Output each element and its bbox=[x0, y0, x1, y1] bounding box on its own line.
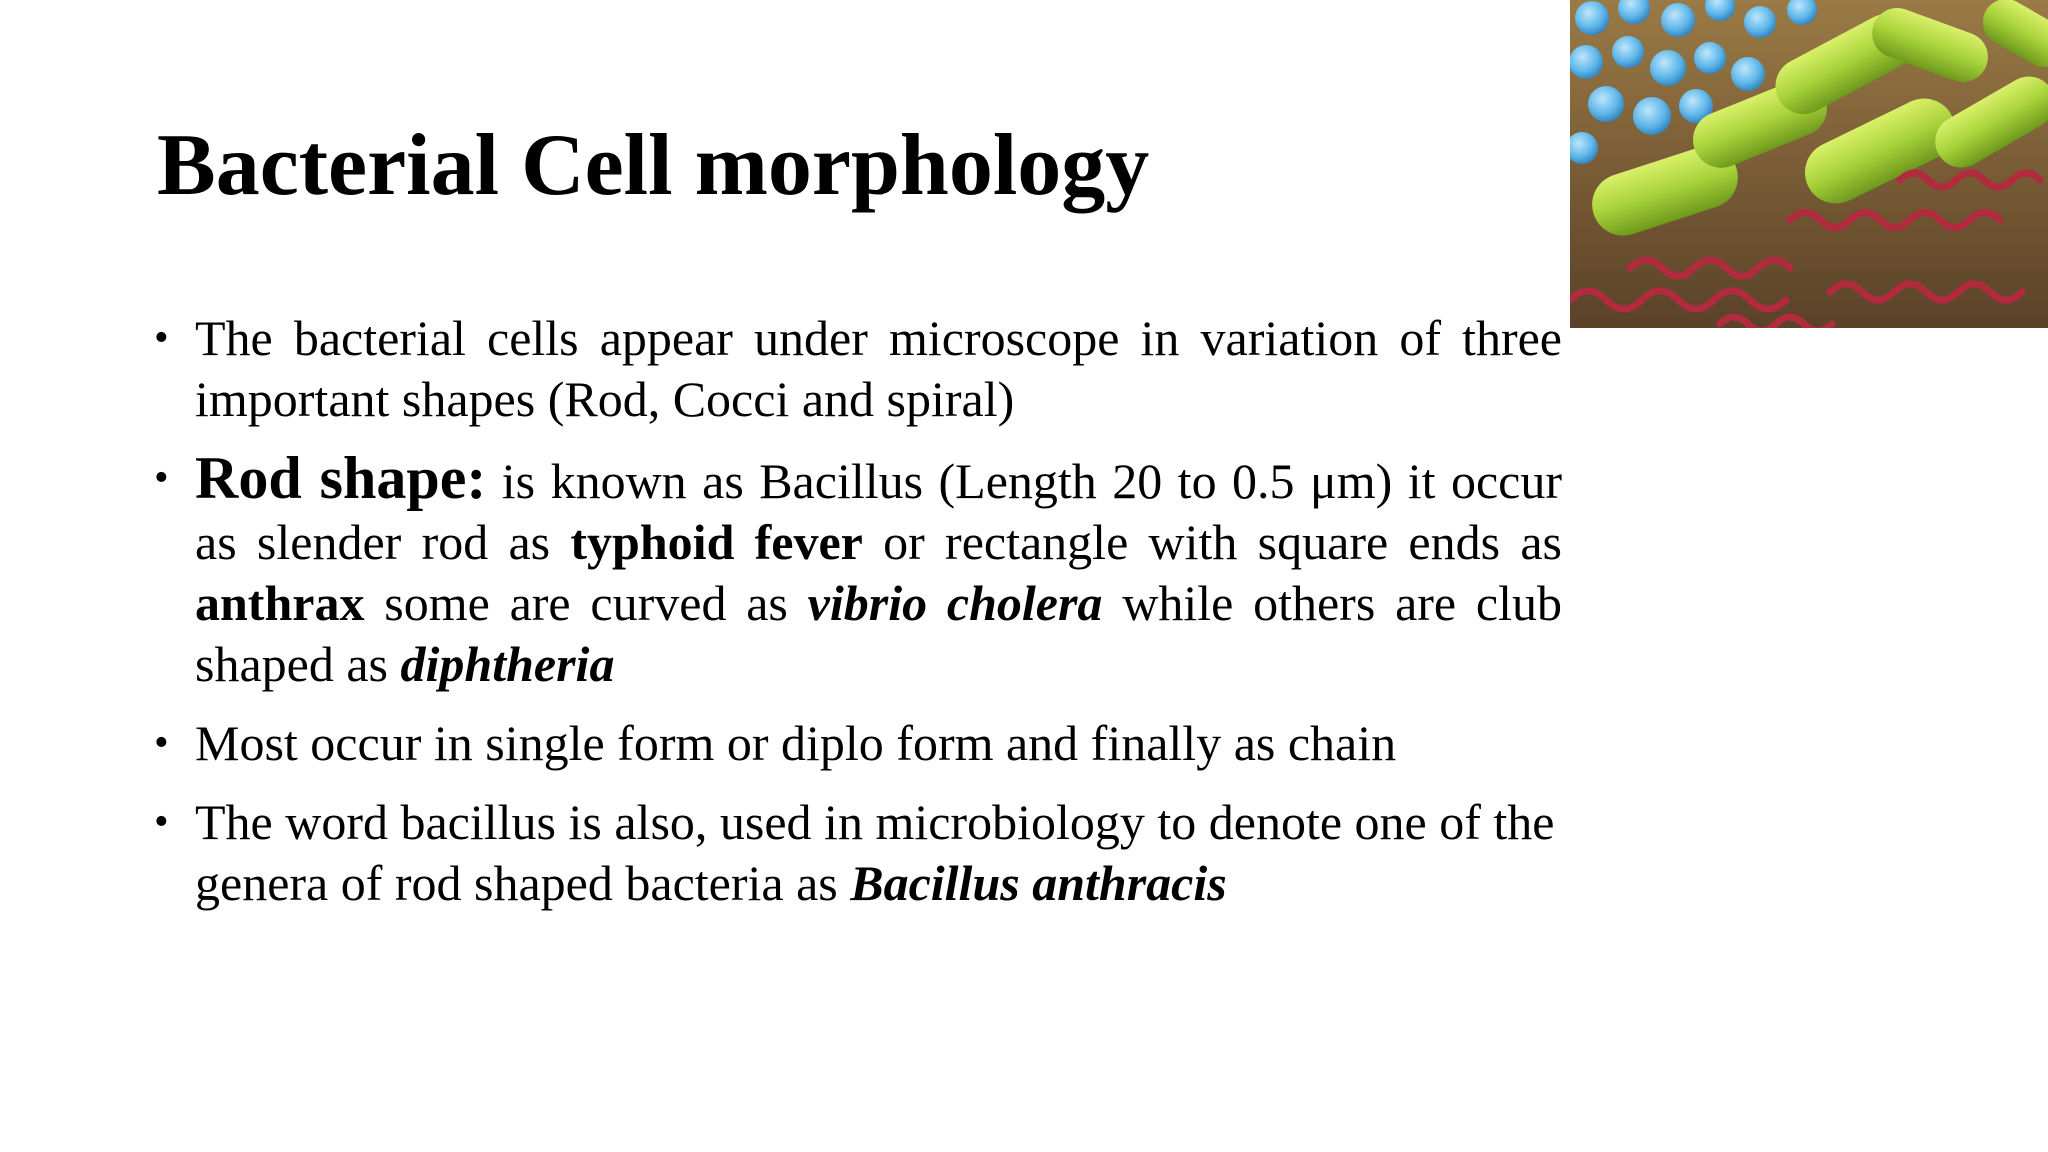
bullet-text: The word bacillus is also, used in microbiology to denote one of the genera of rod shaped bacteria as bbox=[195, 794, 1555, 911]
bullet-emphasis: typhoid fever bbox=[570, 514, 863, 570]
bullet-species: diphtheria bbox=[400, 636, 615, 692]
bullet-marker-icon: • bbox=[154, 720, 169, 766]
bullet-list bbox=[150, 308, 1562, 932]
bacteria-illustration-icon bbox=[1570, 0, 2048, 328]
bullet-emphasis: anthrax bbox=[195, 575, 365, 631]
bullet-item bbox=[150, 308, 1562, 430]
bullet-marker-icon: • bbox=[154, 455, 169, 501]
bullet-species: vibrio cholera bbox=[807, 575, 1103, 631]
bullet-marker-icon: • bbox=[154, 315, 169, 361]
bullet-text: some are curved as bbox=[364, 575, 808, 631]
bullet-item bbox=[150, 445, 1562, 695]
bullet-text: The bacterial cells appear under microscope in variation of three important shapes (Rod, Cocci and spiral) bbox=[195, 310, 1562, 427]
bullet-text: Most occur in single form or diplo form and finally as chain bbox=[195, 715, 1397, 771]
bullet-text: while others are club shaped as bbox=[195, 575, 1562, 692]
bullet-text: is known as Bacillus (Length 20 to 0.5 μm) it occur as slender rod as bbox=[195, 453, 1562, 570]
slide-title: Bacterial Cell morphology bbox=[157, 117, 1150, 214]
bullet-item bbox=[150, 792, 1562, 914]
bullet-item bbox=[150, 713, 1562, 774]
bullet-marker-icon: • bbox=[154, 799, 169, 845]
bullet-lead: Rod shape: bbox=[195, 445, 487, 511]
bullet-text: or rectangle with square ends as bbox=[862, 514, 1562, 570]
bullet-species: Bacillus anthracis bbox=[850, 855, 1227, 911]
